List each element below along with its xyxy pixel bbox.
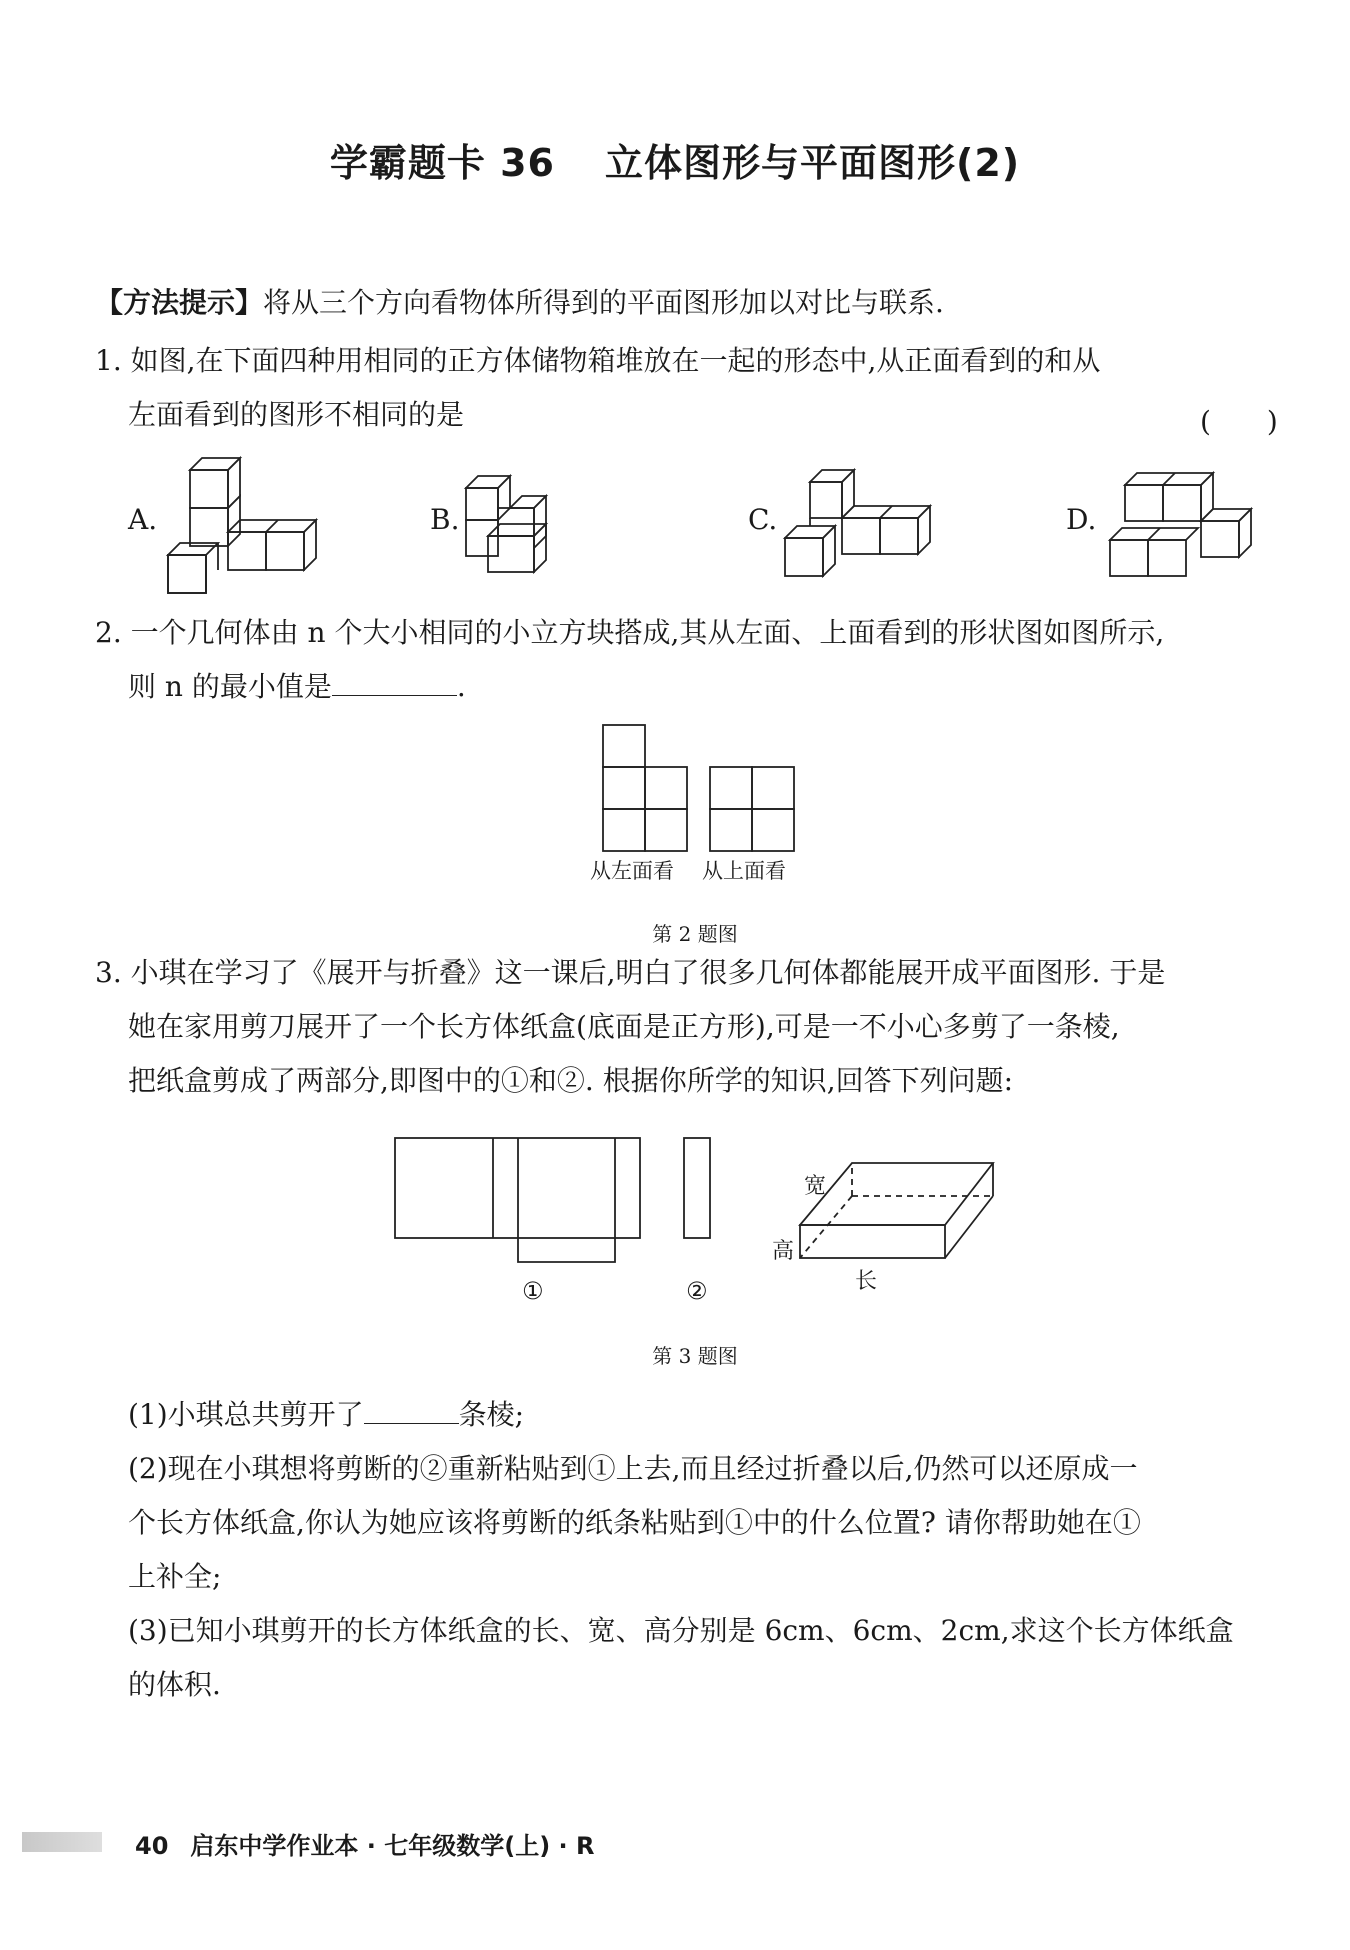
footer-decor-bar [22,1832,102,1852]
q3-figure-caption: 第 3 题图 [652,1344,738,1368]
q2-left-view-label: 从左面看 [590,859,674,883]
q1-line2: 左面看到的图形不相同的是 [128,398,465,431]
q2-line1: 2. 一个几何体由 n 个大小相同的小立方块搭成,其从左面、上面看到的形状图如图所示, [95,616,1165,649]
title-card-number: 学霸题卡 36 [329,141,555,185]
q3-sub2-line1: (2)现在小琪想将剪断的②重新粘贴到①上去,而且经过折叠以后,仍然可以还原成一 [128,1452,1138,1485]
q3-line3: 把纸盒剪成了两部分,即图中的①和②. 根据你所学的知识,回答下列问题: [128,1064,1014,1097]
q3-sub2-line3: 上补全; [128,1560,222,1593]
q3-sub3-line2: 的体积. [128,1668,221,1701]
q3-box-figure [0,0,1,1]
q1-option-d-label: D. [1066,503,1097,536]
q3-line1: 3. 小琪在学习了《展开与折叠》这一课后,明白了很多几何体都能展开成平面图形. 于是 [95,956,1166,989]
q1-option-c-label: C. [748,503,778,536]
q2-line2 [128,660,466,714]
q3-piece-2-label: ② [686,1277,708,1305]
q3-sub3-line1: (3)已知小琪剪开的长方体纸盒的长、宽、高分别是 6cm、6cm、2cm,求这个长方体纸盒 [128,1614,1234,1647]
tip-heading: 【方法提示】 [95,286,264,319]
q3-sub1-answer-blank[interactable] [364,1417,459,1424]
q1-option-a-label: A. [128,503,158,536]
q3-box-length-label: 长 [855,1269,878,1294]
q2-answer-blank[interactable] [332,689,457,696]
q2-top-view-label: 从上面看 [702,859,786,883]
tip-text: 将从三个方向看物体所得到的平面图形加以对比与联系. [263,286,944,319]
q1-answer-paren[interactable]: ( ) [1200,405,1278,438]
q3-box-width-label: 宽 [804,1174,827,1199]
q3-sub1-text-end: 条棱; [458,1398,525,1431]
page-title [0,132,1350,187]
method-tip [95,276,944,330]
q3-sub2-line2: 个长方体纸盒,你认为她应该将剪断的纸条粘贴到①中的什么位置? 请你帮助她在① [128,1506,1141,1539]
page-footer [135,1826,594,1861]
q3-sub1 [128,1388,524,1442]
q2-line2-text: 则 n 的最小值是 [128,670,332,703]
q2-line2-end: . [456,670,466,703]
q1-line1: 1. 如图,在下面四种用相同的正方体储物箱堆放在一起的形态中,从正面看到的和从 [95,344,1101,377]
page-number: 40 [135,1832,169,1860]
q2-figure-caption: 第 2 题图 [652,922,738,946]
q3-box-height-label: 高 [772,1239,795,1264]
q3-sub1-text: (1)小琪总共剪开了 [128,1398,364,1431]
book-title: 启东中学作业本 · 七年级数学(上) · R [190,1832,595,1860]
title-topic: 立体图形与平面图形(2) [604,141,1021,185]
q1-option-b-label: B. [430,503,460,536]
q3-line2: 她在家用剪刀展开了一个长方体纸盒(底面是正方形),可是一不小心多剪了一条棱, [128,1010,1120,1043]
q3-piece-1-label: ① [522,1277,544,1305]
